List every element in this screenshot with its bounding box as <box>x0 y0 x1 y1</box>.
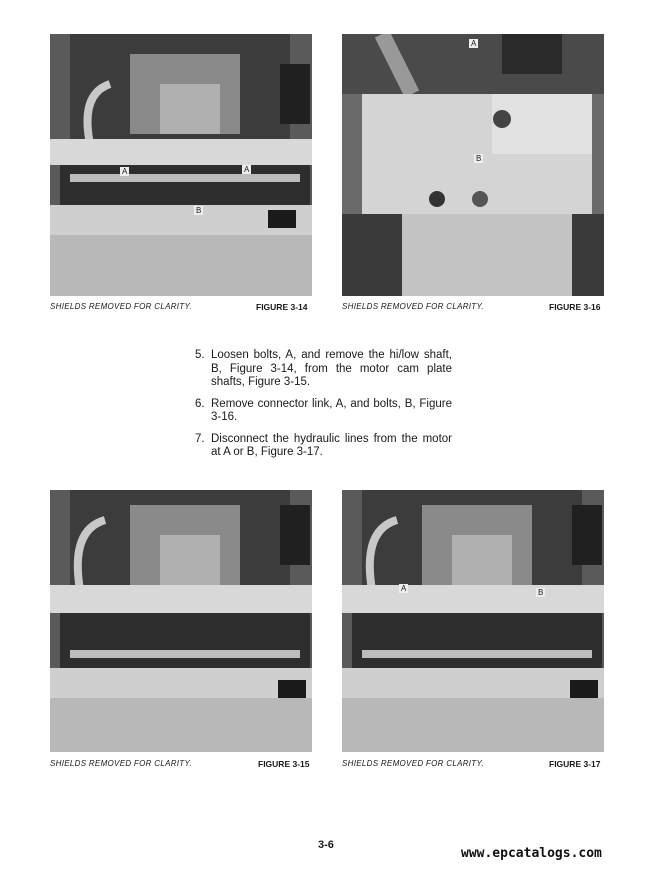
callout-a-1: A <box>122 167 128 176</box>
callout-a: A <box>471 39 477 48</box>
callout-b: B <box>476 154 482 163</box>
callout-a-2: A <box>244 165 250 174</box>
step-number: 6. <box>195 397 205 410</box>
figure-3-17-caption: SHIELDS REMOVED FOR CLARITY. <box>342 759 484 768</box>
figure-3-15-photo <box>50 490 312 752</box>
step-number: 5. <box>195 349 205 361</box>
page-number: 3-6 <box>318 839 334 851</box>
figure-3-17-label: FIGURE 3-17 <box>549 759 601 769</box>
step-6 <box>195 398 452 425</box>
figure-3-14-caption: SHIELDS REMOVED FOR CLARITY. <box>50 302 192 311</box>
callout-b: B <box>196 206 202 215</box>
watermark: www.epcatalogs.com <box>461 846 602 861</box>
figure-3-17-photo <box>342 490 604 752</box>
figure-3-14-photo <box>50 34 312 296</box>
step-5 <box>195 349 452 390</box>
callout-b: B <box>538 588 544 597</box>
step-number: 7. <box>195 432 205 445</box>
figure-3-16-label: FIGURE 3-16 <box>549 302 601 312</box>
figure-3-15-label: FIGURE 3-15 <box>258 759 310 769</box>
step-text: Remove connector link, A, and bolts, B, Figure 3-16. <box>211 397 452 423</box>
instruction-steps <box>195 349 452 468</box>
step-text: Loosen bolts, A, and remove the hi/low shaft, B, Figure 3-14, from the motor cam plate shafts, Figure 3-15. <box>211 349 452 388</box>
figure-3-14-label: FIGURE 3-14 <box>256 302 308 312</box>
figure-3-16-photo <box>342 34 604 296</box>
figure-3-15-caption: SHIELDS REMOVED FOR CLARITY. <box>50 759 192 768</box>
callout-a: A <box>401 584 407 593</box>
step-7 <box>195 433 452 460</box>
step-text: Disconnect the hydraulic lines from the motor at A or B, Figure 3-17. <box>211 432 452 458</box>
figure-3-16-caption: SHIELDS REMOVED FOR CLARITY. <box>342 302 484 311</box>
